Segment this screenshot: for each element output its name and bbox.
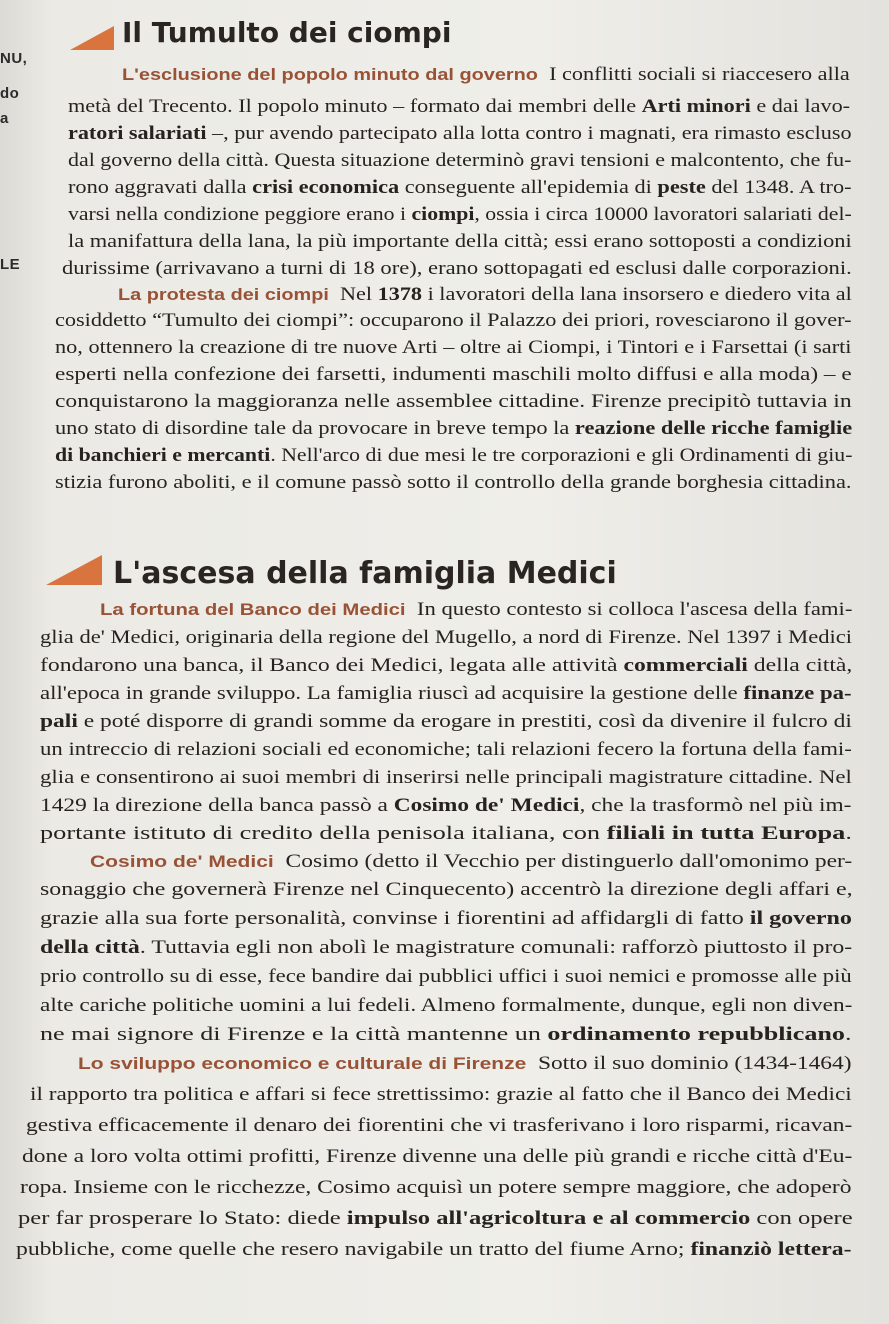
text-span: all'epoca in grande sviluppo. La famiglia riuscì ad acquisire la gestione delle <box>40 683 744 704</box>
bold-term: il governo <box>749 908 852 929</box>
text-span: il rapporto tra politica e affari si fece strettissimo: grazie al fatto che il Banco dei Medici <box>30 1084 852 1105</box>
text-span: durissime (arrivavano a turni di 18 ore), erano sottopagati ed esclusi dalle corporazioni. <box>62 258 852 279</box>
text-line <box>122 64 850 86</box>
text-line <box>40 767 852 789</box>
text-line <box>40 908 852 930</box>
text-span: alte cariche politiche uomini a lui fedeli. Almeno formalmente, dunque, egli non diven- <box>40 995 853 1016</box>
paragraph-lead: La fortuna del Banco dei Medici <box>100 600 406 619</box>
text-line <box>68 96 850 118</box>
text-line <box>30 1084 852 1106</box>
text-span: . <box>844 1024 852 1045</box>
text-span: esperti nella confezione dei farsetti, indumenti maschili molto diffusi e alla moda) – e <box>55 364 852 385</box>
text-span: cosiddetto “Tumulto dei ciompi”: occuparono il Palazzo dei priori, rovesciarono il gover- <box>55 310 852 331</box>
bold-term: filiali in tutta Europa <box>606 823 846 844</box>
bold-term: ordinamento repubblicano <box>547 1024 845 1045</box>
text-line <box>18 1208 853 1230</box>
text-span: Cosimo (detto il Vecchio per distinguerlo dall'omonimo per- <box>285 851 853 872</box>
text-span: glia de' Medici, originaria della regione del Mugello, a nord di Firenze. Nel 1397 i Medici <box>40 627 853 648</box>
text-line <box>68 150 851 172</box>
text-line <box>40 683 852 705</box>
text-span: per far prosperare lo Stato: diede <box>18 1208 347 1229</box>
text-line <box>68 123 852 145</box>
text-span: gestiva efficacemente il denaro dei fiorentini che vi trasferivano i loro risparmi, ricavan- <box>26 1115 853 1136</box>
margin-tag-2: do <box>0 85 20 102</box>
text-line <box>55 445 852 467</box>
text-span: ne mai signore di Firenze e la città mantenne un <box>40 1024 548 1045</box>
text-span: metà del Trecento. Il popolo minuto – formato dai membri delle <box>68 96 642 117</box>
bold-term: impulso all'agricoltura e al commercio <box>346 1208 751 1229</box>
text-line <box>55 472 852 494</box>
text-span: sonaggio che governerà Firenze nel Cinquecento) accentrò la direzione degli affari e, <box>40 879 853 900</box>
text-line <box>68 204 852 226</box>
margin-tag-3: a <box>0 110 9 127</box>
text-line <box>40 879 853 901</box>
bold-term: finanziò lettera- <box>690 1239 852 1260</box>
text-line <box>20 1177 852 1199</box>
text-span: grazie alla sua forte personalità, convinse i fiorentini ad affidargli di fatto <box>40 908 750 929</box>
text-span: e poté disporre di grandi somme da erogare in prestiti, così da divenire il fulcro di <box>77 711 852 732</box>
text-span: fondarono una banca, il Banco dei Medici, legata alle attività <box>40 655 624 676</box>
text-span: e dai lavo- <box>750 96 851 117</box>
text-span: del 1348. A tro- <box>705 177 852 198</box>
text-span: . <box>845 823 852 844</box>
text-span: della città, <box>747 655 853 676</box>
text-line <box>40 739 852 761</box>
text-line <box>40 627 852 649</box>
text-line <box>90 851 852 873</box>
section2-title: L'ascesa della famiglia Medici <box>113 556 617 591</box>
text-line <box>55 364 852 386</box>
paragraph-lead: La protesta dei ciompi <box>118 285 329 304</box>
margin-tag-4: LE <box>0 256 21 273</box>
text-span: prio controllo su di esse, fece bandire dai pubblici uffici i suoi nemici e promosse alle più <box>40 966 852 987</box>
section1-title: Il Tumulto dei ciompi <box>122 16 452 49</box>
text-span: . Tuttavia egli non abolì le magistrature comunali: rafforzò piuttosto il pro- <box>139 937 853 958</box>
text-span: uno stato di disordine tale da provocare in breve tempo la <box>55 418 575 439</box>
bold-term: di banchieri e mercanti <box>55 445 271 466</box>
text-span: –, pur avendo partecipato alla lotta contro i magnati, era rimasto escluso <box>206 123 852 144</box>
text-line <box>55 337 852 359</box>
text-span: I conflitti sociali si riaccesero alla <box>549 64 850 85</box>
text-span: Sotto il suo dominio (1434-1464) <box>537 1053 852 1074</box>
paragraph-lead: L'esclusione del popolo minuto dal governo <box>122 65 538 84</box>
bold-term: Arti minori <box>641 96 751 117</box>
text-span: dal governo della città. Questa situazione determinò gravi tensioni e malcontento, che fu- <box>68 150 852 171</box>
text-line <box>40 655 852 677</box>
text-span: done a loro volta ottimi profitti, Firenze divenne una delle più grandi e ricche città d'Eu- <box>22 1146 853 1167</box>
text-span: un intreccio di relazioni sociali ed economiche; tali relazioni fecero la fortuna della fami- <box>40 739 852 760</box>
text-line <box>40 966 852 988</box>
text-span: la manifattura della lana, la più importante della città; essi erano sottoposti a condizioni <box>68 231 852 252</box>
text-line <box>26 1115 852 1137</box>
text-span: ropa. Insieme con le ricchezze, Cosimo acquisì un potere sempre maggiore, che adoperò <box>20 1177 852 1198</box>
text-line <box>40 1024 852 1046</box>
bold-term: commerciali <box>623 655 748 676</box>
bold-term: finanze pa- <box>743 683 852 704</box>
text-span: varsi nella condizione peggiore erano i <box>68 204 412 225</box>
text-span: pubbliche, come quelle che resero navigabile un tratto del fiume Arno; <box>16 1239 691 1260</box>
text-line <box>40 795 851 817</box>
bold-term: Cosimo de' Medici <box>393 795 580 816</box>
bold-term: reazione delle ricche famiglie <box>574 418 853 439</box>
text-line <box>68 177 852 199</box>
text-line <box>40 711 852 733</box>
bold-term: crisi economica <box>252 177 400 198</box>
text-line <box>22 1146 852 1168</box>
text-line <box>16 1239 851 1261</box>
bold-term: ciompi <box>411 204 475 225</box>
text-span: conseguente all'epidemia di <box>399 177 658 198</box>
bold-term: peste <box>657 177 706 198</box>
text-line <box>55 418 852 440</box>
bold-term: della città <box>40 937 140 958</box>
text-span: glia e consentirono ai suoi membri di inserirsi nelle principali magistrature cittadine. Nel <box>40 767 852 788</box>
text-line <box>40 823 852 845</box>
text-line <box>78 1053 852 1075</box>
margin-tag-1: NU, <box>0 50 28 67</box>
bold-term: ratori salariati <box>68 123 207 144</box>
text-span: i lavoratori della lana insorsero e diedero vita al <box>422 284 852 305</box>
text-line <box>118 284 852 306</box>
text-span: portante istituto di credito della penisola italiana, con <box>40 823 607 844</box>
bold-term: 1378 <box>377 284 423 305</box>
text-span: 1429 la direzione della banca passò a <box>40 795 394 816</box>
text-line <box>68 231 852 253</box>
text-span: conquistarono la maggioranza nelle assemblee cittadine. Firenze precipitò tuttavia in <box>55 391 852 412</box>
text-line <box>62 258 852 280</box>
text-line <box>55 391 852 413</box>
text-span: rono aggravati dalla <box>68 177 253 198</box>
text-line <box>40 995 852 1017</box>
text-line <box>55 310 852 332</box>
text-span: In questo contesto si colloca l'ascesa della fami- <box>416 599 853 620</box>
text-span: , ossia i circa 10000 lavoratori salariati del- <box>474 204 852 225</box>
text-span: , che la trasformò nel più im- <box>579 795 852 816</box>
text-span: con opere <box>750 1208 853 1229</box>
bold-term: pali <box>40 711 78 732</box>
paragraph-lead: Lo sviluppo economico e culturale di Firenze <box>78 1054 527 1073</box>
paragraph-lead: Cosimo de' Medici <box>90 852 274 871</box>
text-line <box>100 599 852 621</box>
text-span: Nel <box>339 284 378 305</box>
text-line <box>40 937 852 959</box>
text-span: . Nell'arco di due mesi le tre corporazioni e gli Ordinamenti di giu- <box>270 445 853 466</box>
text-span: stizia furono aboliti, e il comune passò sotto il controllo della grande borghesia cittadina. <box>55 472 852 493</box>
text-span: no, ottennero la creazione di tre nuove Arti – oltre ai Ciompi, i Tintori e i Farsettai (i sarti <box>55 337 852 358</box>
